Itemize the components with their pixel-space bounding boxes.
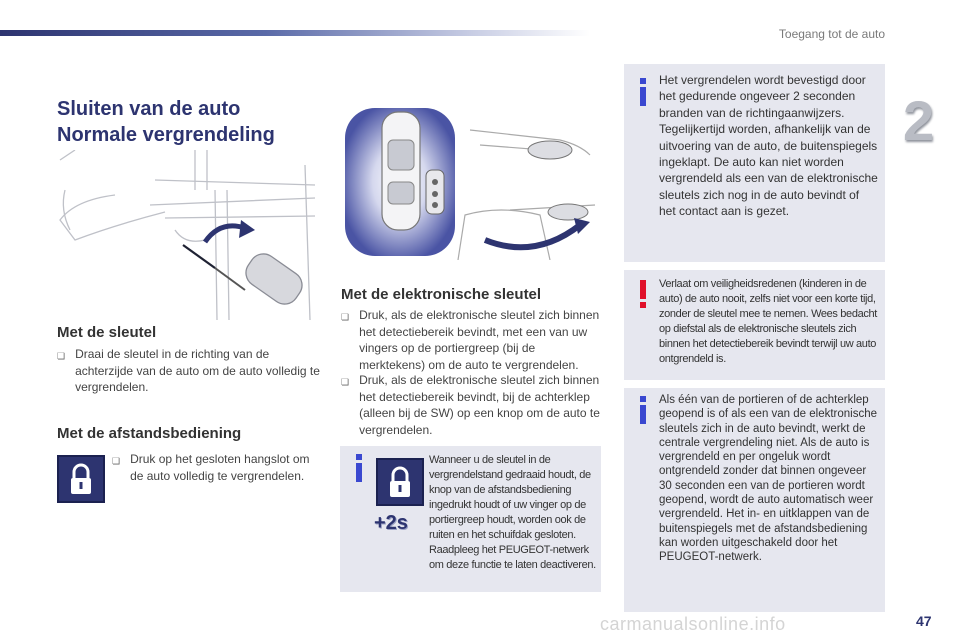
- checkbox-bullet-icon: ❏: [112, 456, 121, 466]
- two-seconds-badge: +2s: [374, 512, 408, 534]
- checkbox-bullet-icon: ❏: [341, 377, 350, 387]
- door-key-illustration: [55, 150, 320, 320]
- page-title: [57, 96, 275, 148]
- remote-section-heading: Met de afstandsbediening: [57, 425, 242, 442]
- electronic-note-panel: [340, 446, 601, 592]
- remote-section-bullet: [112, 451, 312, 484]
- electronic-bullet-1: [341, 307, 603, 373]
- page-number: 47: [916, 613, 932, 629]
- electronic-bullet-1-text: Druk, als de elektronische sleutel zich binnen het detectiebereik bevindt, met een van uw vingers op de portiergreep (bij de merktekens) om de auto te vergrendelen.: [359, 308, 600, 372]
- padlock-closed-icon: [57, 455, 105, 503]
- info-box-1: [624, 64, 885, 262]
- key-section-bullet: [57, 346, 322, 396]
- checkbox-bullet-icon: ❏: [57, 351, 66, 361]
- padlock-closed-icon: [376, 458, 424, 506]
- header-gradient-bar: [0, 30, 590, 36]
- chapter-number: 2: [903, 89, 935, 152]
- electronic-section-heading: Met de elektronische sleutel: [341, 286, 542, 303]
- info-box-1-text: Het vergrendelen wordt bevestigd door het gedurende ongeveer 2 seconden branden van de richtingaanwijzers. Tegelijkertijd worden, afhankelijk van de uitvoering van de auto, de buitenspiegels ingeklapt. De auto kan niet worden vergrendeld als een van de elektronische sleutels zich nog in de auto bevindt of het contact aan is gezet.: [659, 73, 878, 219]
- info-box-2: [624, 388, 885, 612]
- info-box-2-text: Als één van de portieren of de achterklep geopend is of als een van de elektronische sleutels zich in de auto bevindt, werkt de centrale vergrendeling niet. Als de auto is vergrendeld en per ongeluk wordt ontgrendeld zonder dat binnen ongeveer 30 seconden een van de portieren wordt geopend, wordt de auto automatisch weer vergrendeld. Het in- en uitklappen van de buitenspiegels met de afstandsbediening kan worden uitgeschakeld door het PEUGEOT-netwerk.: [659, 394, 878, 564]
- detection-zone-illustration: [340, 100, 605, 260]
- electronic-bullet-2-text: Druk, als de elektronische sleutel zich binnen het detectiebereik bevindt, bij de achterklep (alleen bij de SW) op een knop om de auto te vergrendelen.: [359, 373, 600, 437]
- key-section-text: Draai de sleutel in de richting van de achterzijde van de auto om de auto volledig te vergrendelen.: [75, 347, 320, 394]
- info-icon: [350, 454, 368, 482]
- warning-box-text: Verlaat om veiligheidsredenen (kinderen in de auto) de auto nooit, zelfs niet voor een korte tijd, zonder de sleutel mee te nemen. Wees bedacht op diefstal als de elektronische sleutels zich binnen het detectiebereik bevindt terwijl uw auto ontgrendeld is.: [659, 278, 877, 365]
- title-line-1: Sluiten van de auto: [57, 98, 241, 120]
- checkbox-bullet-icon: ❏: [341, 312, 350, 322]
- exclamation-icon: [634, 280, 652, 308]
- electronic-note-text: Wanneer u de sleutel in de vergrendelstand gedraaid houdt, de knop van de afstandsbediening ingedrukt houdt of uw vinger op de portiergreep houdt, worden ook de ruiten en het schuifdak gesloten. Raadpleeg het PEUGEOT-netwerk om deze functie te laten deactiveren.: [429, 454, 596, 571]
- section-header: Toegang tot de auto: [778, 27, 885, 41]
- title-line-2: Normale vergrendeling: [57, 124, 275, 146]
- info-icon: [634, 396, 652, 424]
- watermark: carmanualsonline.info: [600, 614, 786, 634]
- electronic-bullet-2: [341, 372, 603, 438]
- remote-section-text: Druk op het gesloten hangslot om de auto volledig te vergrendelen.: [130, 452, 310, 483]
- warning-box: [624, 270, 885, 380]
- key-section-heading: Met de sleutel: [57, 324, 157, 341]
- info-icon: [634, 78, 652, 106]
